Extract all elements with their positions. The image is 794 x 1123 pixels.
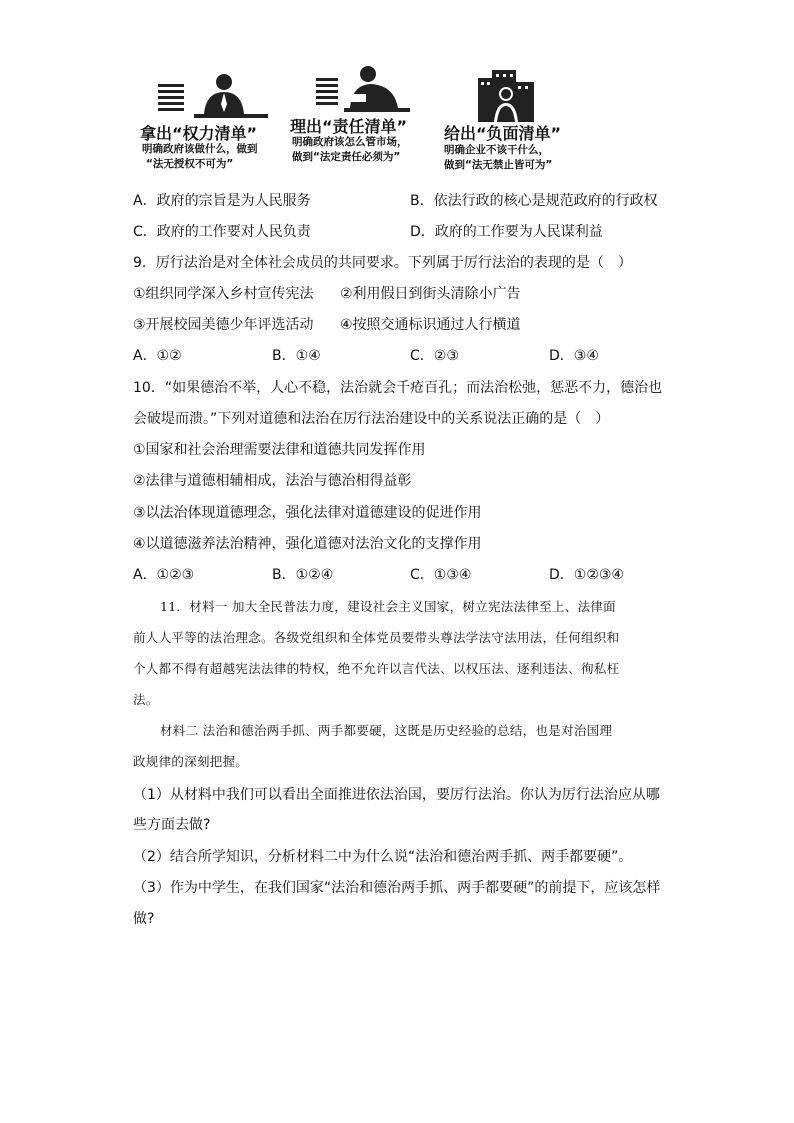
q11-material-1-line-2: 前人人平等的法治理念。各级党组织和全体党员要带头尊法学法守法用法，任何组织和 [133, 630, 620, 645]
panel-line: 明确企业不该干什么， [444, 144, 549, 156]
q8-option-c: C．政府的工作要对人民负责 [133, 224, 311, 240]
q11-part-3-line-2: 做? [133, 911, 155, 927]
panel-line: 做到“法定责任必须为” [292, 151, 401, 163]
q10-item-2: ②法律与道德相辅相成，法治与德治相得益彰 [133, 473, 412, 489]
q11-part-1-line-2: 些方面去做? [133, 817, 211, 833]
panel-title: 拿出“权力清单” [140, 124, 258, 143]
q11-material-1-line-1: 11．材料一 加大全民普法力度，建设社会主义国家，树立宪法法律至上、法律面 [160, 599, 616, 614]
q11-material-1-line-4: 法。 [133, 692, 159, 707]
q9-item-2: ②利用假日到街头清除小广告 [340, 286, 521, 302]
power-list-panel [136, 72, 276, 172]
q8-option-b: B．依法行政的核心是规范政府的行政权 [410, 193, 658, 209]
q11-part-1-line-1: （1）从材料中我们可以看出全面推进依法治国，要厉行法治。你认为厉行法治应从哪 [133, 787, 660, 803]
q10-item-1: ①国家和社会治理需要法律和道德共同发挥作用 [133, 442, 426, 458]
q10-item-3: ③以法治体现道德理念，强化法律对道德建设的促进作用 [133, 505, 482, 521]
q9-option-d: D．③④ [549, 348, 599, 364]
q11-material-2-line-1: 材料二 法治和德治两手抓、两手都要硬，这既是历史经验的总结，也是对治国理 [160, 723, 613, 738]
person-before-buildings-icon [474, 70, 538, 122]
q11-part-3-line-1: （3）作为中学生，在我们国家“法治和德治两手抓、两手都要硬”的前提下，应该怎样 [133, 880, 661, 896]
panel-line: 明确政府该做什么，做到 [142, 143, 258, 155]
q9-option-a: A．①② [133, 348, 182, 364]
q10-option-c: C．①③④ [410, 567, 472, 583]
q9-item-4: ④按照交通标识通过人行横道 [340, 317, 521, 333]
panel-title: 给出“负面清单” [444, 124, 562, 143]
q10-stem-line-1: 10．“如果德治不举，人心不稳，法治就会千疮百孔；而法治松弛，惩恶不力，德治也 [133, 380, 663, 396]
responsibility-list-panel [290, 64, 430, 164]
panel-title: 理出“责任清单” [290, 117, 408, 136]
q10-option-d: D．①②③④ [549, 567, 624, 583]
person-with-documents-icon [316, 64, 416, 114]
q9-item-1: ①组织同学深入乡村宣传宪法 [133, 286, 314, 302]
q8-option-d: D．政府的工作要为人民谋利益 [410, 224, 603, 240]
q10-option-b: B．①②④ [272, 567, 334, 583]
q11-material-1-line-3: 个人都不得有超越宪法法律的特权，绝不允许以言代法、以权压法、逐利违法、徇私枉 [133, 661, 620, 676]
q9-option-c: C．②③ [410, 348, 459, 364]
panel-line: “法无授权不可为” [146, 158, 234, 170]
q9-option-b: B．①④ [272, 348, 321, 364]
q9-item-3: ③开展校园美德少年评选活动 [133, 317, 314, 333]
q11-material-2-line-2: 政规律的深刻把握。 [133, 754, 249, 769]
q9-stem: 9．厉行法治是对全体社会成员的共同要求。下列属于厉行法治的表现的是（ ） [133, 255, 632, 271]
panel-line: 做到“法无禁止皆可为” [444, 159, 553, 171]
q10-item-4: ④以道德滋养法治精神，强化道德对法治文化的支撑作用 [133, 536, 482, 552]
q8-option-a: A．政府的宗旨是为人民服务 [133, 193, 311, 209]
q11-part-2: （2）结合所学知识，分析材料二中为什么说“法治和德治两手抓、两手都要硬”。 [133, 849, 633, 865]
q10-stem-line-2: 会破堤而溃。”下列对道德和法治在厉行法治建设中的关系说法正确的是（ ） [133, 411, 610, 427]
panel-line: 明确政府该怎么管市场， [292, 136, 408, 148]
negative-list-panel [440, 70, 580, 174]
person-at-desk-icon [158, 72, 268, 120]
q10-option-a: A．①②③ [133, 567, 195, 583]
